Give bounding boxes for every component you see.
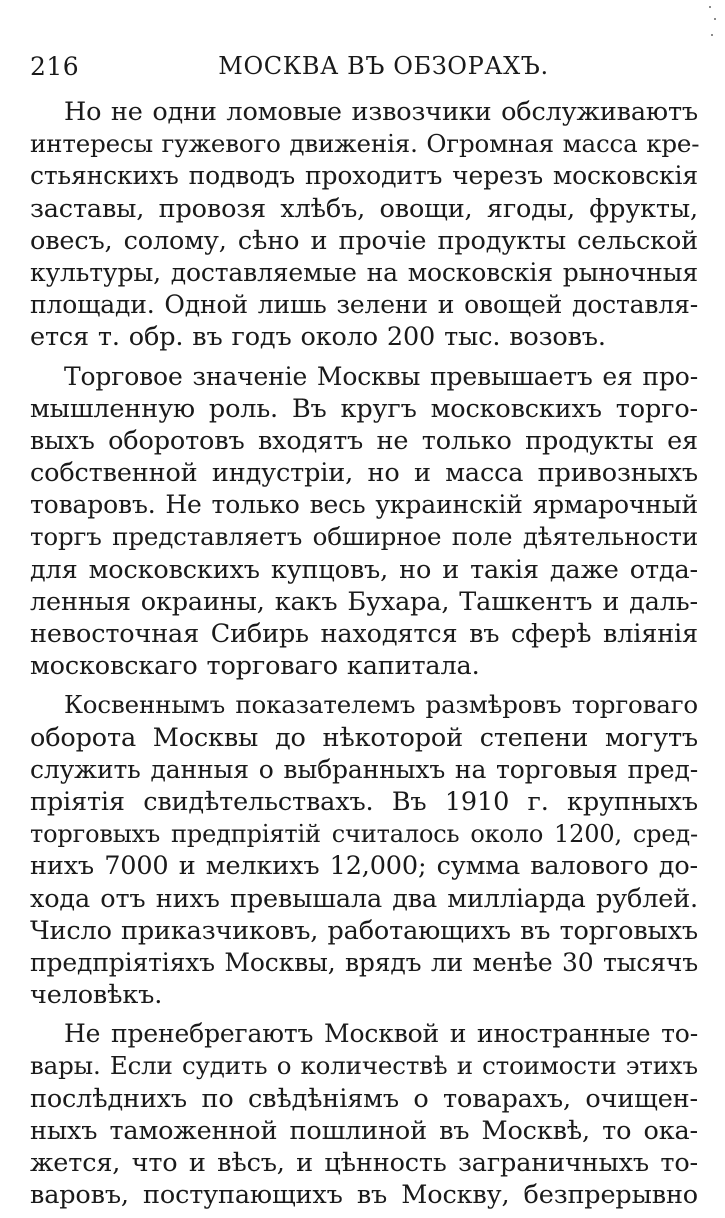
text-line: послѣднихъ по свѣдѣніямъ о товарахъ, очищен- (30, 1083, 698, 1114)
text-line: служить данныя о выбранныхъ на торговыя пред- (30, 754, 698, 784)
text-line: ленныя окраины, какъ Бухара, Ташкентъ и даль- (30, 586, 698, 617)
text-line: ныхъ таможенной пошлиной въ Москвѣ, то ока- (30, 1115, 698, 1146)
text-line: выхъ оборотовъ входятъ не только продукты ея (30, 425, 698, 456)
text-line: интересы гужевого движенія. Огромная масса кре- (30, 129, 700, 159)
text-line: Число приказчиковъ, работающихъ въ торговыхъ (30, 915, 698, 946)
paragraph (30, 1018, 698, 1211)
paragraph (30, 689, 698, 1011)
text-line: для московскихъ купцовъ, но и такія даже отда- (30, 554, 698, 585)
text-line: оборота Москвы до нѣкоторой степени могутъ (30, 722, 698, 753)
scan-speck-marks (705, 4, 719, 44)
text-line: площади. Одной лишь зелени и овощей доставля- (30, 290, 698, 320)
paragraph (30, 96, 698, 354)
text-line: человѣкъ. (30, 980, 163, 1011)
text-line: собственной индустріи, но и масса привозныхъ (30, 458, 698, 489)
text-line: жется, что и вѣсъ, и цѣнность заграничныхъ то- (30, 1148, 698, 1178)
text-line: Косвеннымъ показателемъ размѣровъ торговаго (64, 690, 698, 720)
text-line: заставы, провозя хлѣбъ, овощи, ягоды, фрукты, (30, 193, 698, 224)
text-line: московскаго торговаго капитала. (30, 651, 480, 682)
text-line: предпріятіяхъ Москвы, врядъ ли менѣе 30 тысячъ (30, 947, 698, 977)
text-line: Торговое значеніе Москвы превышаетъ ея про- (64, 361, 698, 391)
text-line: невосточная Сибирь находятся въ сферѣ вліянія (30, 619, 698, 649)
paragraph (30, 361, 698, 683)
text-line: пріятія свидѣтельствахъ. Въ 1910 г. крупныхъ (30, 786, 698, 817)
text-line: товаровъ. Не только весь украинскій ярмарочный (30, 490, 698, 520)
text-line: овесъ, солому, сѣно и прочіе продукты сельской (30, 225, 698, 256)
text-line: вары. Если судить о количествѣ и стоимости этихъ (30, 1051, 698, 1081)
text-line: мышленную роль. Въ кругъ московскихъ торго- (30, 393, 698, 424)
text-body (30, 96, 698, 1218)
text-line: стьянскихъ подводъ проходитъ черезъ московскія (30, 161, 698, 191)
text-line: нихъ 7000 и мелкихъ 12,000; сумма валового до- (30, 851, 698, 882)
text-line: Не пренебрегаютъ Москвой и иностранные то- (64, 1019, 698, 1049)
text-line: хода отъ нихъ превышала два милліарда рублей. (30, 883, 698, 914)
running-title: МОСКВА ВЪ ОБЗОРАХЪ. (218, 52, 549, 80)
text-line: варовъ, поступающихъ въ Москву, безпрерывно (30, 1180, 698, 1211)
text-line: культуры, доставляемые на московскія рыночныя (30, 257, 698, 287)
text-line: ется т. обр. въ годъ около 200 тыс. возовъ. (30, 322, 606, 353)
text-line: Но не одни ломовые извозчики обслуживаютъ (64, 97, 698, 127)
page-number: 216 (30, 52, 80, 81)
text-line: торговыхъ предпріятій считалось около 1200, сред- (30, 820, 698, 849)
text-line: торгъ представляетъ обширное поле дѣятельности (30, 522, 698, 552)
running-header (30, 52, 697, 86)
